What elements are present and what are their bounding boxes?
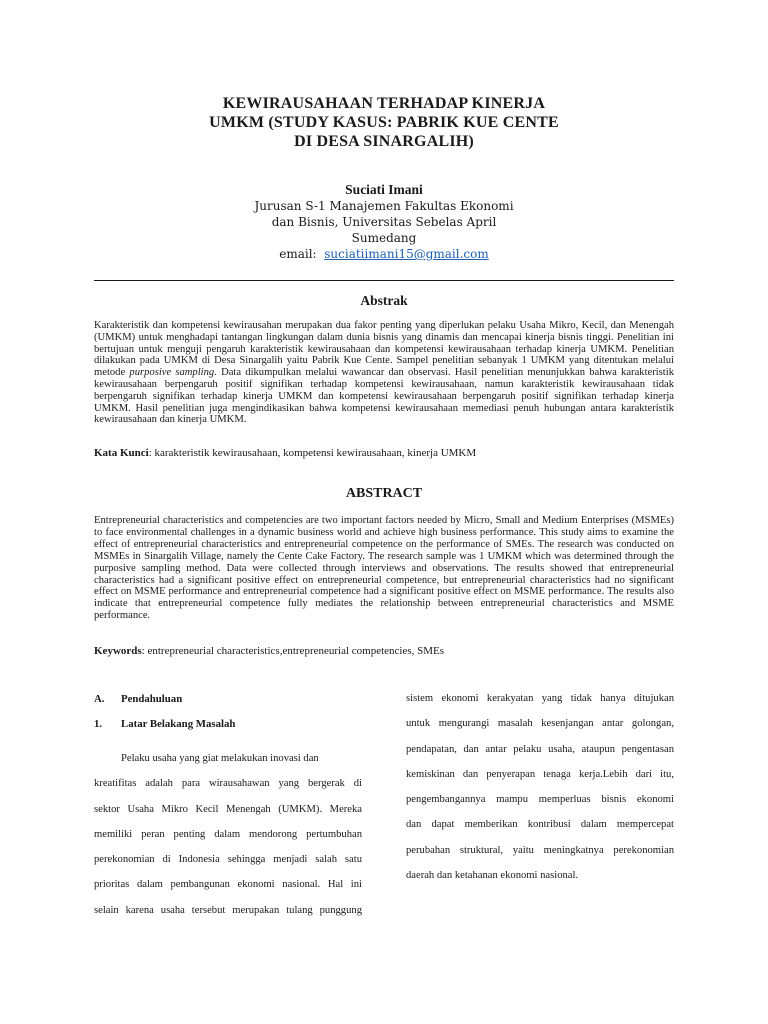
- abstrak-keywords-label: Kata Kunci: [94, 447, 149, 459]
- abstract-keywords-value: : entrepreneurial characteristics,entrepreneurial competencies, SMEs: [141, 645, 445, 657]
- abstrak-heading: Abstrak: [360, 293, 408, 308]
- right-column-text: [406, 686, 674, 888]
- affiliation-line-3: Sumedang: [351, 231, 417, 245]
- right-line-1: sistem ekonomi kerakyatan yang tidak hanya ditujukan: [406, 693, 674, 704]
- right-line-2: untuk mengurangi masalah kesenjangan antar golongan,: [406, 718, 674, 730]
- left-line-1: Pelaku usaha yang giat melakukan inovasi dan: [121, 753, 319, 764]
- right-line-3: pendapatan, dan antar pelaku usaha, ataupun pengentasan: [406, 743, 674, 755]
- email-label: email:: [279, 247, 317, 261]
- right-line-4: kemiskinan dan penyerapan tenaga kerja.Lebih dari itu,: [406, 768, 674, 780]
- header-divider: [94, 280, 674, 281]
- abstract-text: Entrepreneurial characteristics and competencies are two important factors needed by Micro, Small and Medium Enterprises (MSMEs) to face environmental challenges in a dynamic business world and achieve high business performance. This study aims to examine the effect of entrepreneurial characteristics and entrepreneurial competence on the performance of SMEs. The research was conducted on MSMEs in Sinargalih Village, namely the Cente Cake Factory. The research sample was 1 UMKM which was determined through the purposive sampling method. Data were collected through interviews and observations. The results showed that entrepreneurial characteristics had a significant positive effect on entrepreneurial competence, but entrepreneurial characteristics had no significant effect on MSME performance and entrepreneurial competence had a significant positive effect on MSME performance. The results also indicate that entrepreneurial competence fully mediates the relationship between entrepreneurial characteristics and MSME performance.: [94, 515, 674, 622]
- email-line: [94, 246, 674, 262]
- abstrak-text-part-2: Data dikumpulkan melalui wawancar dan observasi. Hasil penelitian menunjukkan bahwa karakteristik kewirausahaan berpengaruh positif signifikan terhadap kompetensi kewirausahaan, namun karakteristik kewirausahaan tidak berpengaruh signifikan terhadap kinerja UMKM dan kompetensi kewirausahaan berpengaruh positif signifikan terhadap kinerja UMKM. Hasil penelitian juga mengindikasikan bahwa kompetensi kewirausahaan memediasi penuh hubungan antara karakteristik kewirausahaan dan kinerja UMKM.: [94, 367, 674, 426]
- left-line-3: sektor Usaha Mikro Kecil Menengah (UMKM). Mereka: [94, 803, 362, 815]
- left-line-5: perekonomian di Indonesia sehingga menjadi salah satu: [94, 854, 362, 866]
- section-title: Pendahuluan: [121, 693, 183, 705]
- right-line-8: daerah dan ketahanan ekonomi nasional.: [406, 870, 579, 882]
- abstrak-text-italic: purposive sampling.: [129, 367, 217, 379]
- paper-title: [94, 94, 674, 151]
- left-column-text: [94, 746, 362, 923]
- left-line-4: memiliki peran penting dalam mendorong pertumbuhan: [94, 828, 362, 840]
- subsection-title: Latar Belakang Masalah: [121, 718, 236, 730]
- abstrak-text: [94, 320, 674, 426]
- right-line-5: pengembangannya mampu memperluas bisnis ekonomi: [406, 794, 674, 806]
- right-line-6: dan dapat memberikan kontribusi dalam mempercepat: [406, 819, 674, 831]
- abstract-keywords-label: Keywords: [94, 645, 142, 657]
- title-line-3: DI DESA SINARGALIH): [294, 133, 474, 150]
- author-affiliation: [94, 198, 674, 262]
- left-line-2: kreatifitas adalah para wirausahawan yang bergerak di: [94, 778, 362, 790]
- abstrak-keywords: [94, 447, 674, 459]
- abstract-keywords: [94, 645, 674, 657]
- email-link[interactable]: suciatiimani15@gmail.com: [324, 247, 489, 261]
- left-line-6: prioritas dalam pembangunan ekonomi nasional. Hal ini: [94, 879, 362, 891]
- affiliation-line-2: dan Bisnis, Universitas Sebelas April: [271, 215, 497, 229]
- title-line-1: KEWIRAUSAHAAN TERHADAP KINERJA: [222, 95, 546, 112]
- left-line-7: selain karena usaha tersebut merupakan tulang punggung: [94, 904, 362, 916]
- title-line-2: UMKM (STUDY KASUS: PABRIK KUE CENTE: [209, 114, 559, 131]
- abstrak-keywords-value: : karakteristik kewirausahaan, kompetensi kewirausahaan, kinerja UMKM: [148, 447, 477, 459]
- section-number: A.: [94, 693, 105, 705]
- subsection-number: 1.: [94, 718, 103, 730]
- affiliation-line-1: Jurusan S-1 Manajemen Fakultas Ekonomi: [254, 199, 514, 213]
- abstrak-text-part-1: Karakteristik dan kompetensi kewirausahan merupakan dua fakor penting yang diperlukan pelaku Usaha Mikro, Kecil, dan Menengah (UMKM) untuk menghadapi tantangan lingkungan dalam dunia bisnis yang dinamis dan mencapai kinerja bisnis tinggi. Penelitian ini bertujuan untuk menguji pengaruh karakteristik kewirausahaan dan kompetensi kewirausahaan terhadap kinerja UMKM. Penelitian dilakukan pada UMKM di Desa Sinargalih yaitu Pabrik Kue Cente. Sampel penelitian sebanyak 1 UMKM yang ditentukan melalui metode: [94, 320, 674, 379]
- author-name: Suciati Imani: [345, 182, 423, 197]
- right-line-7: perubahan struktural, yaitu meningkatnya perekonomian: [406, 844, 674, 856]
- abstract-heading: ABSTRACT: [345, 486, 423, 501]
